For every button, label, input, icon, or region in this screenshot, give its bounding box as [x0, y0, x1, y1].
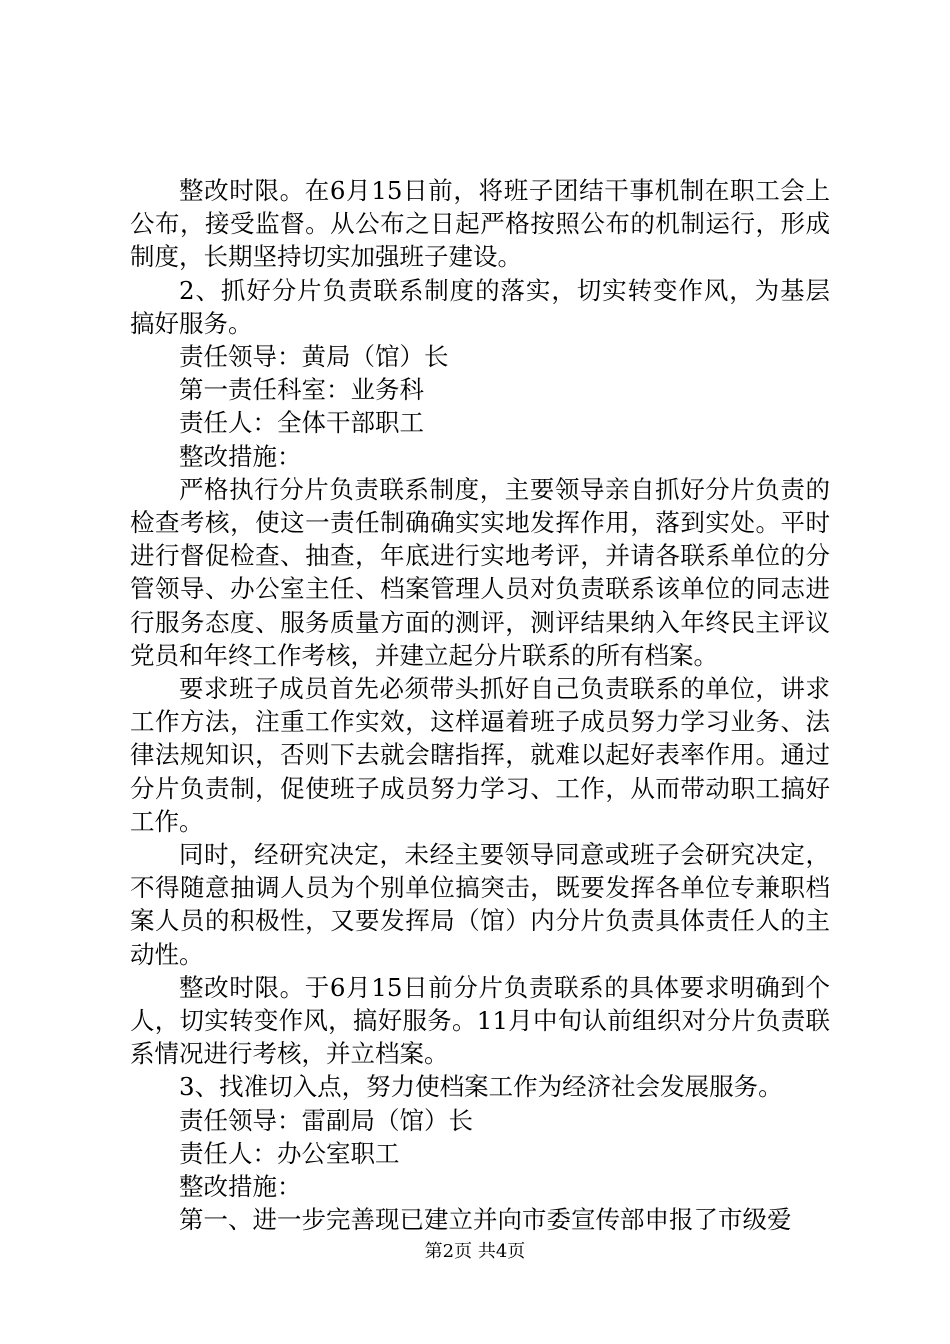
- paragraph-deadline-1: 整改时限。在6月15日前，将班子团结干事机制在职工会上公布，接受监督。从公布之日起严格按照公布的机制运行，形成制度，长期坚持切实加强班子建设。: [130, 176, 830, 272]
- paragraph-deadline-2: 整改时限。于6月15日前分片负责联系的具体要求明确到个人，切实转变作风，搞好服务。11月中旬认前组织对分片负责联系情况进行考核，并立档案。: [130, 972, 830, 1069]
- document-body: [130, 174, 830, 1237]
- paragraph-measures-2: 要求班子成员首先必须带头抓好自己负责联系的单位，讲求工作方法，注重工作实效，这样逼着班子成员努力学习业务、法律法规知识，否则下去就会瞎指挥，就难以起好表率作用。通过分片负责制，促使班子成员努力学习、工作，从而带动职工搞好工作。: [130, 674, 830, 836]
- paragraph-measures-label: 整改措施：: [179, 441, 302, 471]
- paragraph-measures-3: 同时，经研究决定，未经主要领导同意或班子会研究决定，不得随意抽调人员为个别单位搞突击，既要发挥各单位专兼职档案人员的积极性，又要发挥局（馆）内分片负责具体责任人的主动性。: [130, 840, 830, 969]
- paragraph-responsible-person-3: 责任人：办公室职工: [179, 1138, 400, 1168]
- paragraph-responsible-leader-3: 责任领导：雷副局（馆）长: [179, 1105, 473, 1135]
- paragraph-measures-1: 严格执行分片负责联系制度，主要领导亲自抓好分片负责的检查考核，使这一责任制确确实实地发挥作用，落到实处。平时进行督促检查、抽查，年底进行实地考评，并请各联系单位的分管领导、办公室主任、档案管理人员对负责联系该单位的同志进行服务态度、服务质量方面的测评，测评结果纳入年终民主评议党员和年终工作考核，并建立起分片联系的所有档案。: [130, 474, 830, 670]
- paragraph-responsible-leader: 责任领导：黄局（馆）长: [179, 342, 449, 372]
- paragraph-item-3-heading: 3、找准切入点，努力使档案工作为经济社会发展服务。: [179, 1072, 783, 1102]
- paragraph-responsible-office: 第一责任科室：业务科: [179, 375, 424, 405]
- paragraph-item-2-heading: 2、抓好分片负责联系制度的落实，切实转变作风，为基层搞好服务。: [130, 275, 830, 338]
- page-number-footer: 第2页 共4页: [424, 1241, 526, 1262]
- paragraph-measures-first: 第一、进一步完善现已建立并向市委宣传部申报了市级爱: [179, 1205, 792, 1235]
- paragraph-responsible-person: 责任人：全体干部职工: [179, 408, 424, 438]
- paragraph-measures-label-3: 整改措施：: [179, 1172, 302, 1202]
